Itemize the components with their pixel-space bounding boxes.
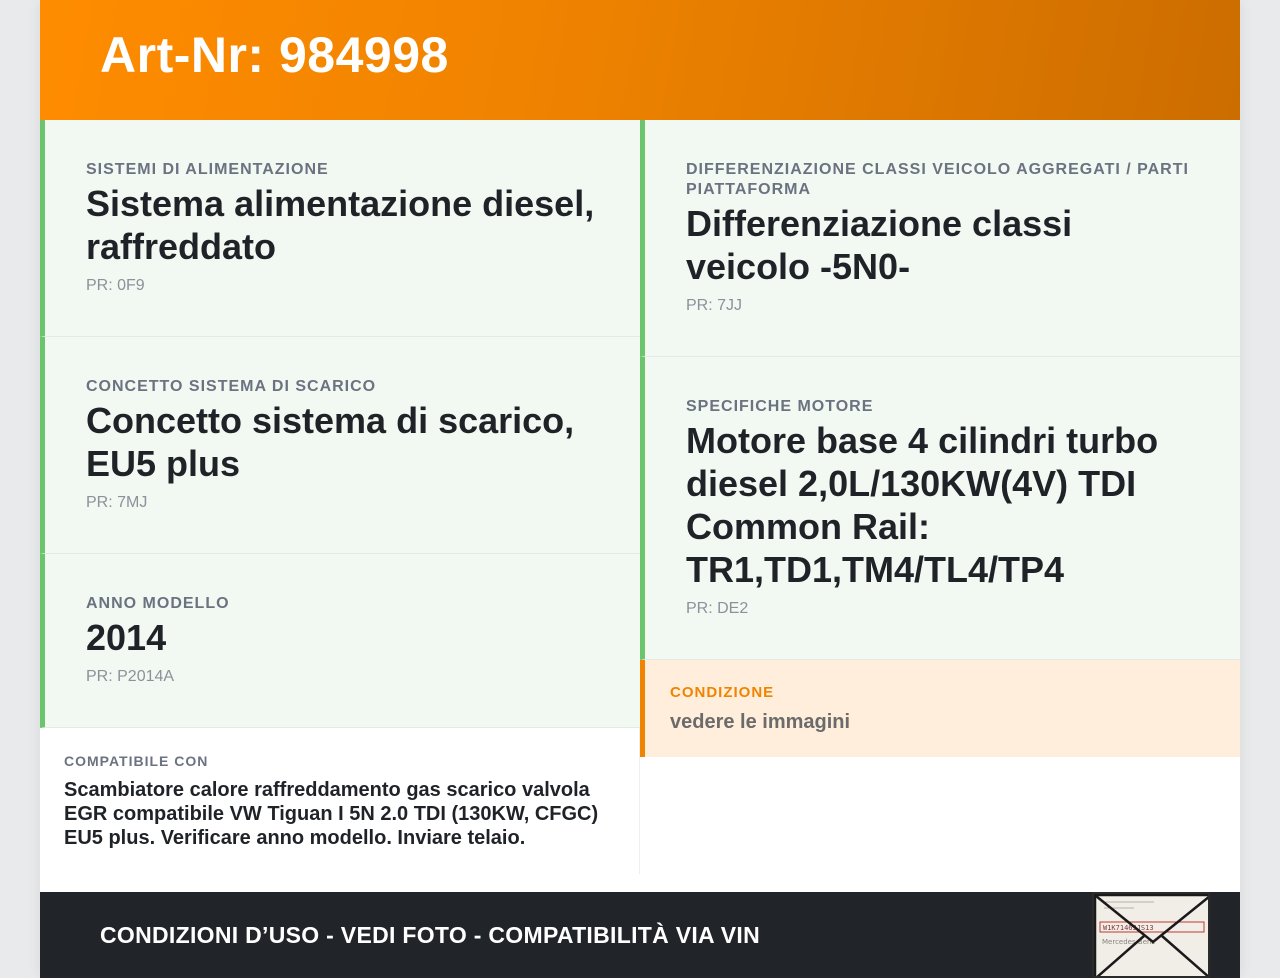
box-label: SISTEMI DI ALIMENTAZIONE xyxy=(86,161,329,178)
vin-plate-thumbnail[interactable] xyxy=(1092,892,1210,978)
pr-code: PR: 0F9 xyxy=(86,277,145,294)
article-card xyxy=(40,0,1240,978)
brand-text: Mercedes-Benz xyxy=(1102,938,1156,946)
article-number-title: Art-Nr: 984998 xyxy=(100,27,449,83)
condition-text: vedere le immagini xyxy=(670,711,851,733)
info-box-model-year xyxy=(40,554,640,728)
pr-code: PR: 7MJ xyxy=(86,494,148,511)
compat-text: Scambiatore calore raffreddamento gas scarico valvola EGR compatibile VW Tiguan I 5N 2.0 TDI (130KW, CFGC) EU5 plus. Verificare anno modello. Inviare telaio. xyxy=(64,779,599,849)
box-value: Motore base 4 cilindri turbo diesel 2,0L/130KW(4V) TDI Common Rail: TR1,TD1,TM4/TL4/TP4 xyxy=(686,420,1159,590)
compatibility-section xyxy=(40,728,640,874)
pr-code: PR: DE2 xyxy=(686,600,749,617)
footer-text: CONDIZIONI D’USO - VEDI FOTO - COMPATIBILITÀ VIA VIN xyxy=(100,922,761,948)
info-box-exhaust-concept xyxy=(40,337,640,554)
footer-bar xyxy=(40,892,1240,978)
info-box-vehicle-class xyxy=(640,120,1240,357)
header-banner xyxy=(40,0,1240,120)
box-value: Concetto sistema di scarico, EU5 plus xyxy=(86,400,575,484)
info-box-fuel-system xyxy=(40,120,640,337)
info-box-engine-spec xyxy=(640,357,1240,660)
box-label: ANNO MODELLO xyxy=(86,595,230,612)
box-value: Sistema alimentazione diesel, raffreddato xyxy=(86,183,595,267)
box-label: CONCETTO SISTEMA DI SCARICO xyxy=(86,378,377,395)
condition-box xyxy=(640,660,1240,757)
right-column xyxy=(640,120,1240,757)
vin-text: W1K71463JS13 xyxy=(1103,924,1154,932)
box-label: DIFFERENZIAZIONE CLASSI VEICOLO AGGREGATI / PARTI PIATTAFORMA xyxy=(686,161,1189,198)
pr-code: PR: 7JJ xyxy=(686,297,743,314)
compat-label: COMPATIBILE CON xyxy=(64,753,209,769)
box-value: Differenziazione classi veicolo -5N0- xyxy=(686,203,1073,287)
box-value: 2014 xyxy=(86,617,167,658)
left-column xyxy=(40,120,640,874)
condition-label: CONDIZIONE xyxy=(670,684,775,701)
pr-code: PR: P2014A xyxy=(86,668,175,685)
box-label: SPECIFICHE MOTORE xyxy=(686,398,874,415)
envelope-icon xyxy=(1094,894,1210,978)
